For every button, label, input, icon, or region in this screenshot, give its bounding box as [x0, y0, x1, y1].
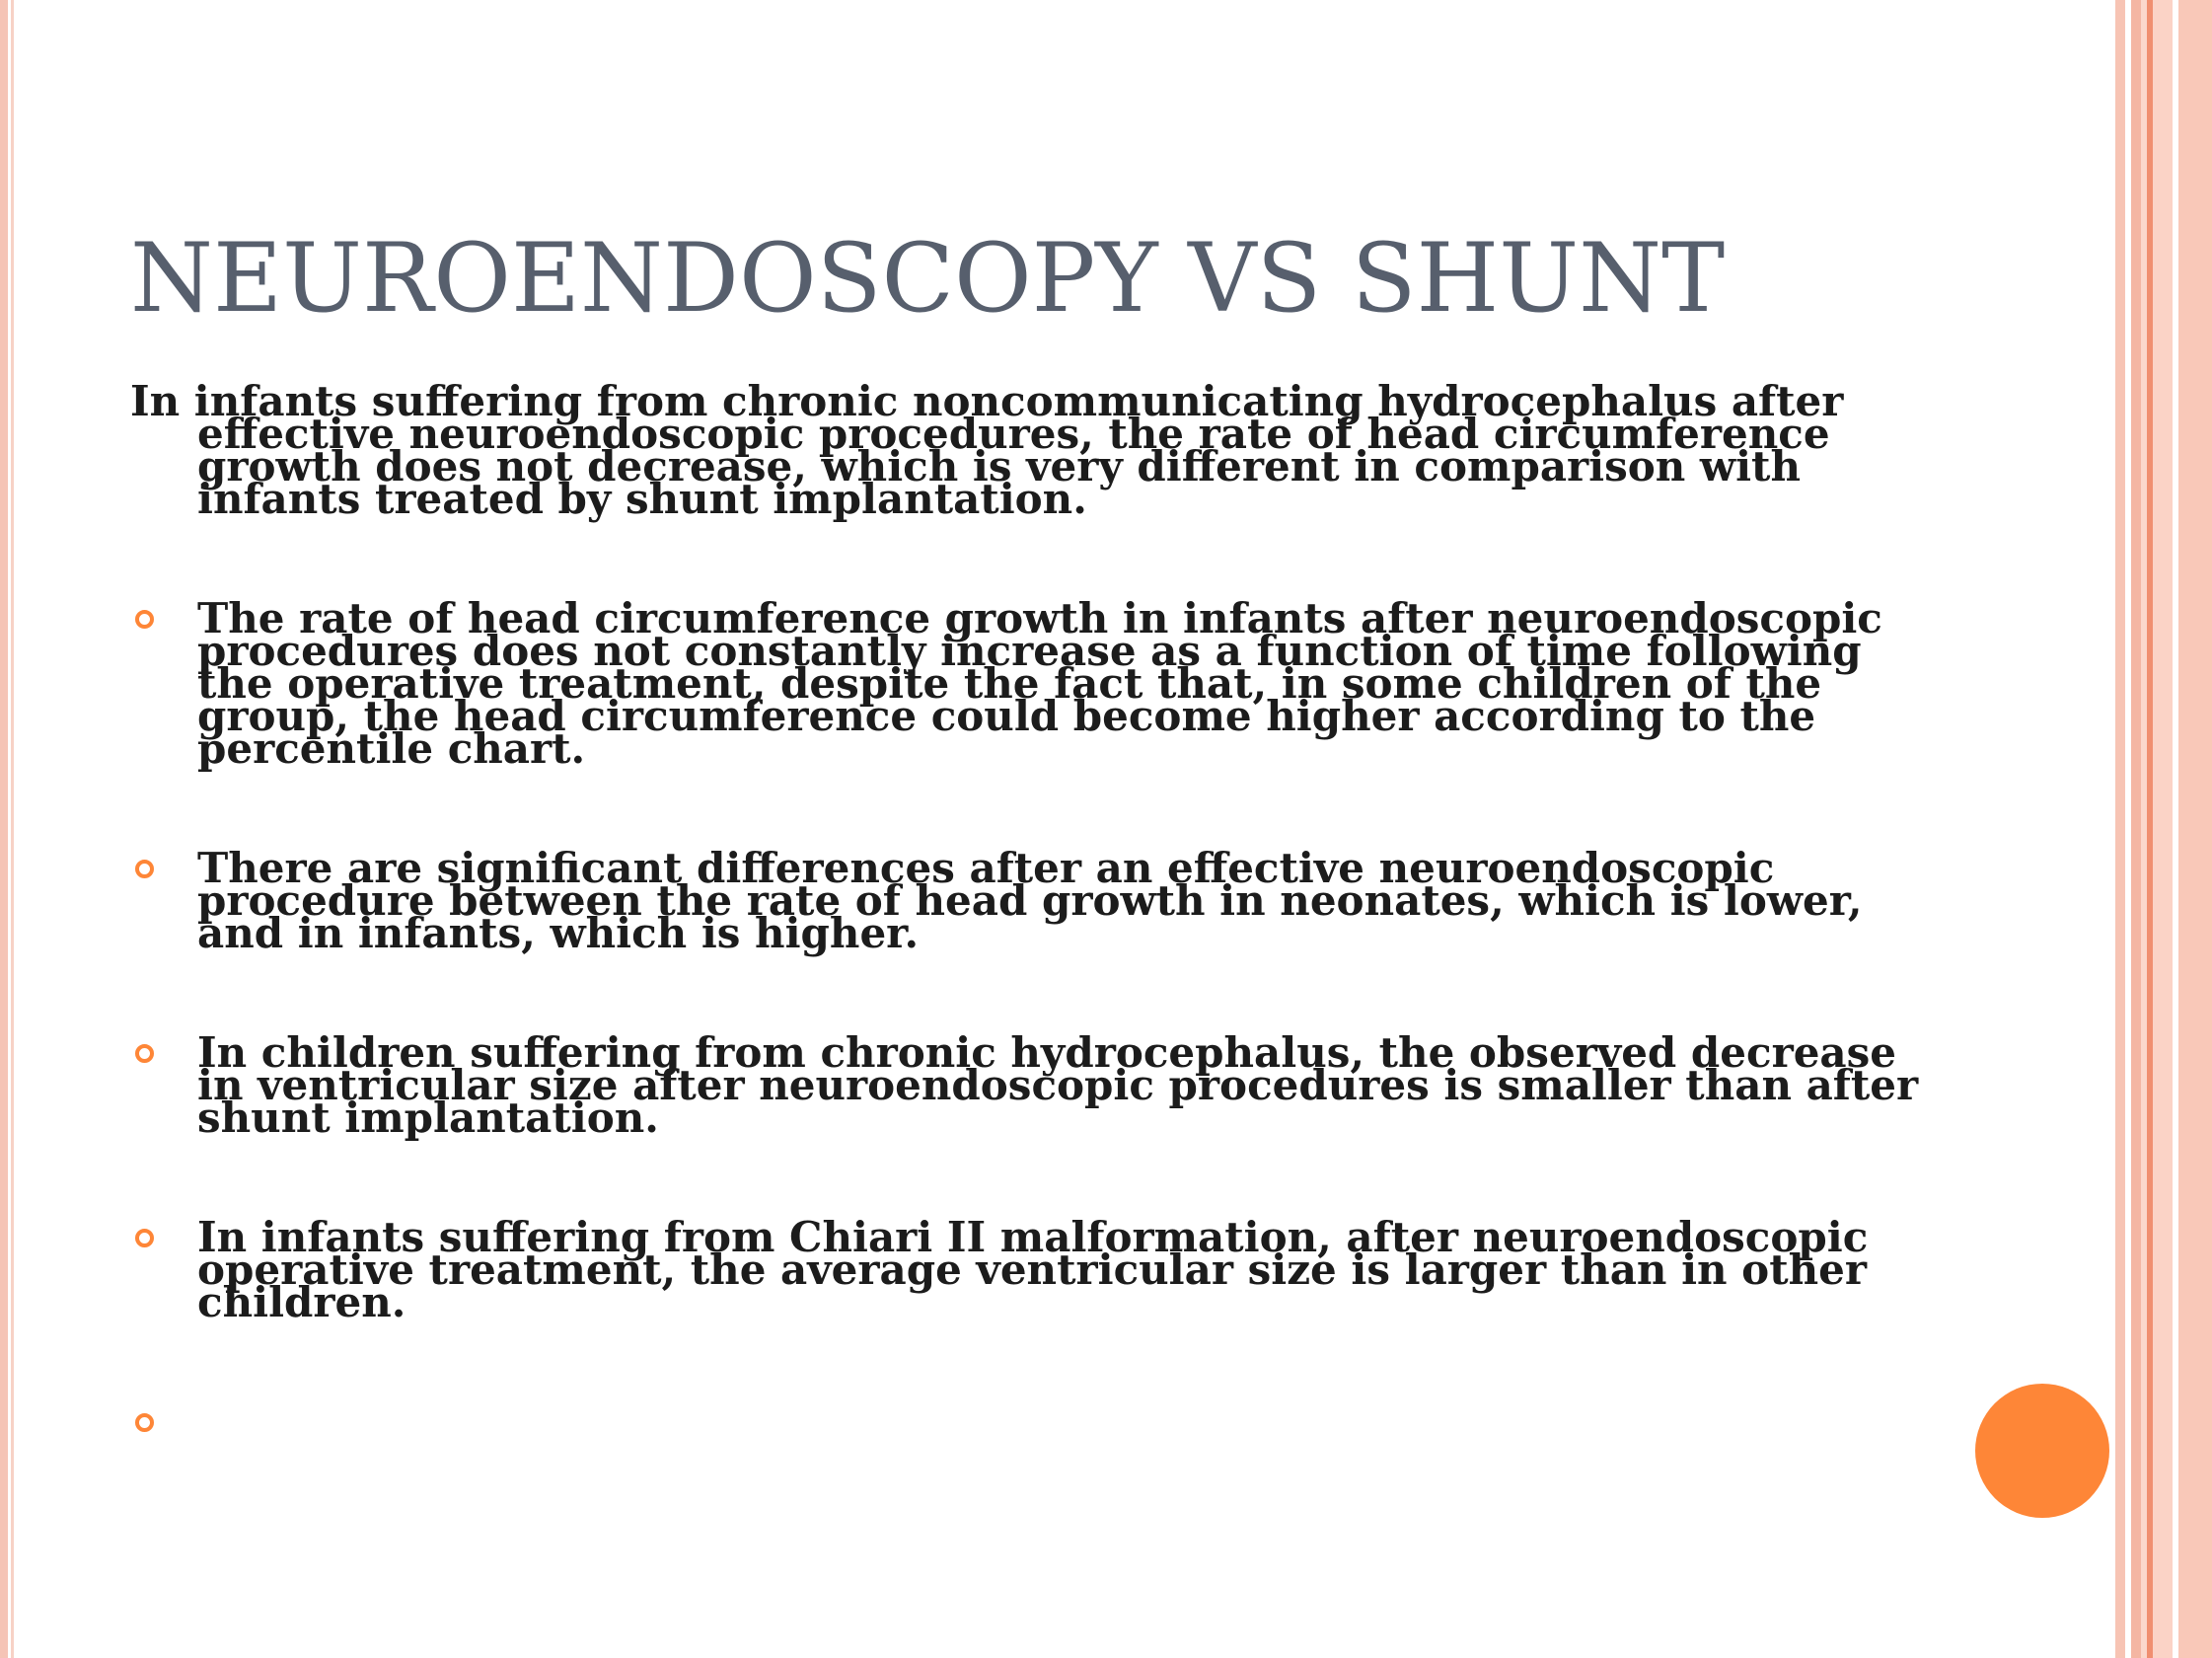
ring-bullet-icon: [135, 1044, 154, 1063]
intro-paragraph: In infants suffering from chronic noncommunicating hydrocephalus after effective neuroendoscopic procedures, the rate of head circumference growth does not decrease, which is very different in comparison with infants treated by shunt implantation.: [130, 377, 1844, 523]
bullet-text: There are significant differences after an effective neuroendoscopic procedure between the rate of head growth in neonates, which is lower, and in infants, which is higher.: [197, 844, 1863, 957]
ring-bullet-icon: [135, 1229, 154, 1247]
bullet-text: In children suffering from chronic hydrocephalus, the observed decrease in ventricular size after neuroendoscopic procedures is smaller than after shunt implantation.: [197, 1028, 1919, 1142]
slide-content: [130, 377, 1926, 1525]
bullet-item: [130, 594, 1926, 773]
left-decorative-border: [0, 0, 22, 1658]
ring-bullet-icon: [135, 610, 154, 629]
bullet-item: [130, 1213, 1926, 1326]
slide-title: NEUROENDOSCOPY VS SHUNT: [130, 223, 1726, 334]
bullet-list: [130, 594, 1926, 1438]
bullet-text: In infants suffering from Chiari II malformation, after neuroendoscopic operative treatment, the average ventricular size is larger than in other children.: [197, 1213, 1869, 1326]
bullet-text: The rate of head circumference growth in infants after neuroendoscopic procedures does not constantly increase as a function of time following the operative treatment, despite the fact that, in some children of the group, the head circumference could become higher according to the percentile chart.: [197, 594, 1882, 773]
bullet-item-empty: [130, 1405, 1926, 1438]
ring-bullet-icon: [135, 860, 154, 878]
ring-bullet-icon: [135, 1413, 154, 1432]
bullet-item: [130, 844, 1926, 957]
orange-circle-decoration: [1975, 1384, 2109, 1518]
right-decorative-border: [2111, 0, 2212, 1658]
bullet-item: [130, 1028, 1926, 1142]
